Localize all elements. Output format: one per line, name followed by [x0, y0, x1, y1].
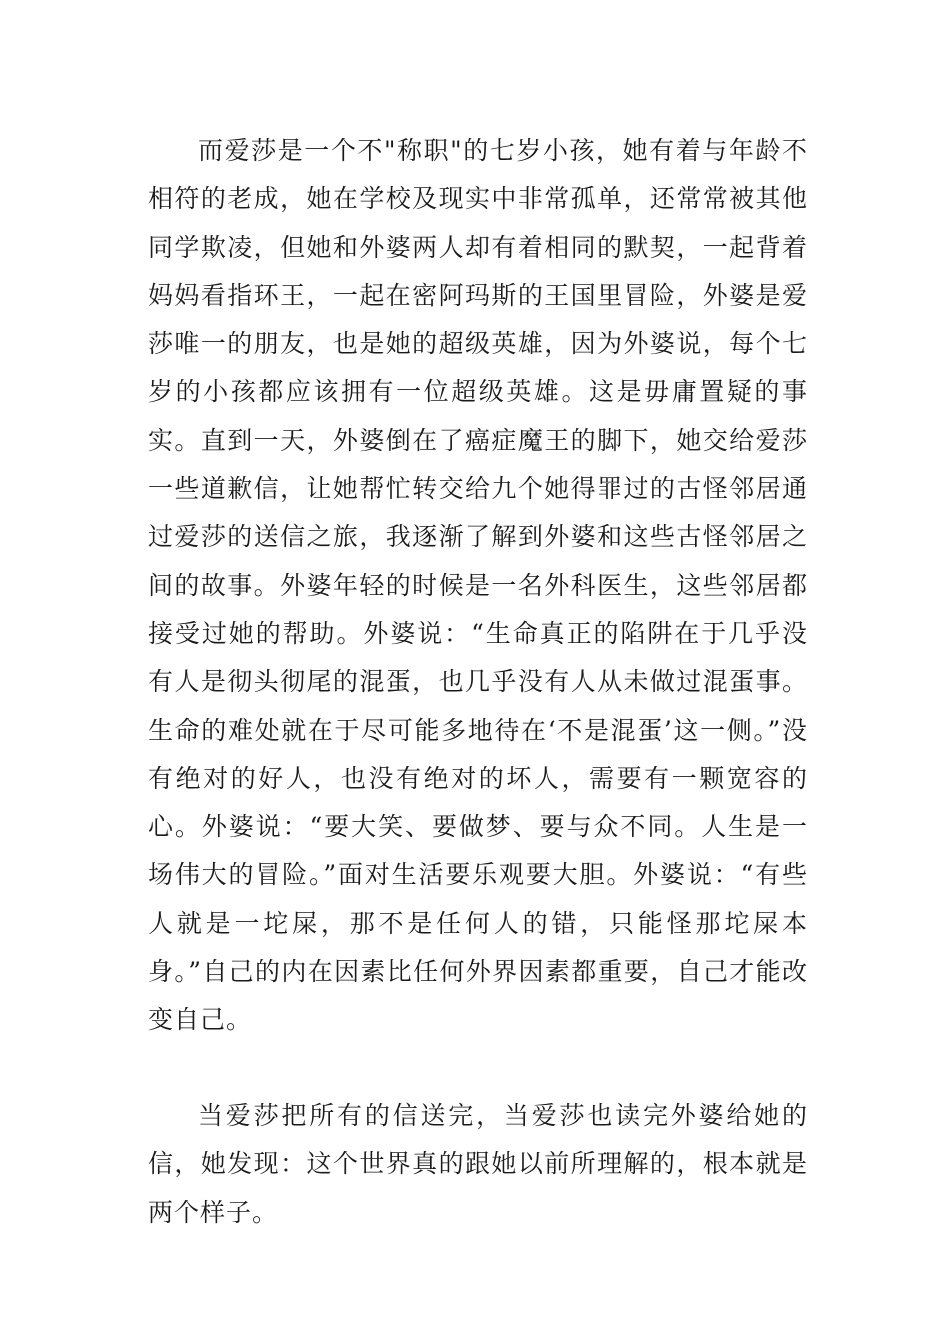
body-paragraph: 而爱莎是一个不"称职"的七岁小孩，她有着与年龄不相符的老成，她在学校及现实中非常孤单，还常常被其他同学欺凌，但她和外婆两人却有着相同的默契，一起背着妈妈看指环王，一起在密阿玛斯的王国里冒险，外婆是爱莎唯一的朋友，也是她的超级英雄，因为外婆说，每个七岁的小孩都应该拥有一位超级英雄。这是毋庸置疑的事实。直到一天，外婆倒在了癌症魔王的脚下，她交给爱莎一些道歉信，让她帮忙转交给九个她得罪过的古怪邻居通过爱莎的送信之旅，我逐渐了解到外婆和这些古怪邻居之间的故事。外婆年轻的时候是一名外科医生，这些邻居都接受过她的帮助。外婆说：“生命真正的陷阱在于几乎没有人是彻头彻尾的混蛋，也几乎没有人从未做过混蛋事。生命的难处就在于尽可能多地待在‘不是混蛋’这一侧。”没有绝对的好人，也没有绝对的坏人，需要有一颗宽容的心。外婆说：“要大笑、要做梦、要与众不同。人生是一场伟大的冒险。”面对生活要乐观要大胆。外婆说：“有些人就是一坨屎，那不是任何人的错，只能怪那坨屎本身。”自己的内在因素比任何外界因素都重要，自己才能改变自己。 — [148, 136, 808, 1035]
body-paragraph: 当爱莎把所有的信送完，当爱莎也读完外婆给她的信，她发现：这个世界真的跟她以前所理解的，根本就是两个样子。 — [148, 1101, 808, 1227]
